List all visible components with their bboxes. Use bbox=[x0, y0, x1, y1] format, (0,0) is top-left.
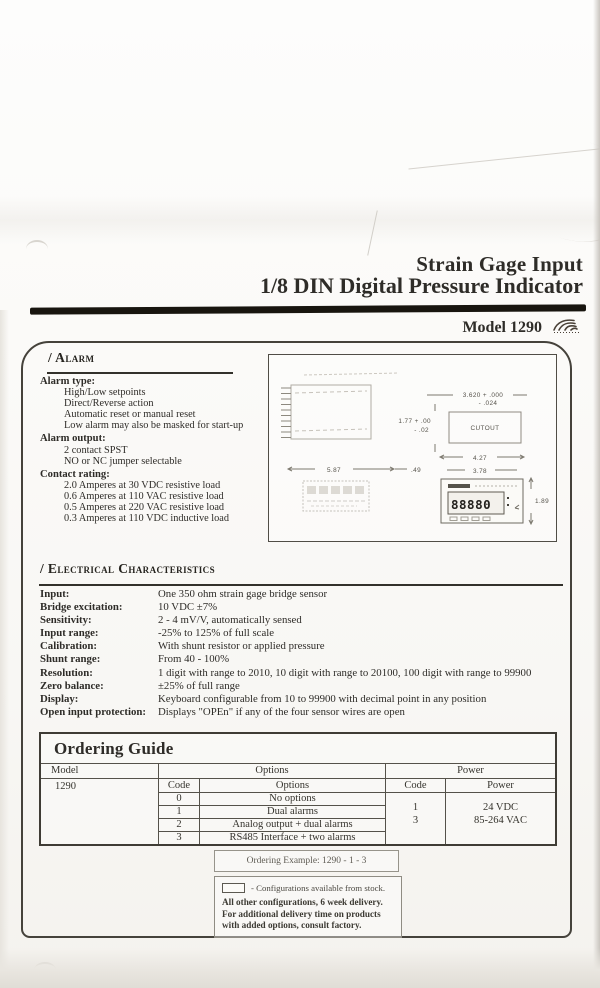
cutout-height-dim-text: 1.77 + .00 bbox=[398, 418, 431, 425]
alarm-section-heading: / Alarm bbox=[48, 350, 95, 365]
spec-label: Input: bbox=[40, 588, 70, 600]
alarm-type-item: Low alarm may also be masked for start-up bbox=[64, 420, 244, 432]
option-code: 1 bbox=[159, 806, 200, 818]
alarm-type-item: High/Low setpoints bbox=[64, 387, 146, 399]
model-column bbox=[41, 764, 158, 844]
option-description: Analog output + dual alarms bbox=[232, 819, 353, 830]
alarm-output-item: 2 contact SPST bbox=[64, 444, 128, 456]
bezel-height-dimension bbox=[529, 478, 533, 524]
power-group-header: Power bbox=[386, 764, 555, 779]
model-value-cell: 1290 bbox=[55, 781, 76, 792]
spec-value: 2 - 4 mV/V, automatically sensed bbox=[158, 614, 302, 627]
option-row bbox=[159, 819, 385, 832]
power-value: 24 VDC bbox=[482, 802, 519, 813]
alarm-type-item: Direct/Reverse action bbox=[64, 398, 154, 410]
power-code: 1 bbox=[412, 802, 419, 813]
scan-edge-right bbox=[593, 0, 600, 988]
contact-rating-label: Contact rating: bbox=[40, 468, 110, 480]
stock-note-line bbox=[222, 883, 395, 893]
spec-label: Calibration: bbox=[40, 640, 97, 653]
ordering-notes-box bbox=[214, 876, 402, 938]
case-depth-dim-text: 5.87 bbox=[326, 467, 342, 474]
side-view bbox=[291, 385, 371, 439]
spec-label: Open input protection: bbox=[40, 705, 146, 718]
options-subheader: Options bbox=[275, 780, 310, 791]
alarm-type-label: Alarm type: bbox=[40, 376, 96, 387]
spec-row bbox=[40, 640, 572, 653]
spec-row bbox=[40, 588, 572, 601]
spec-value: With shunt resistor or applied pressure bbox=[158, 640, 325, 653]
title-line-2: 1/8 DIN Digital Pressure Indicator bbox=[259, 273, 583, 298]
electrical-section-heading: / Electrical Characteristics bbox=[40, 561, 215, 576]
rear-terminal-view bbox=[303, 481, 369, 511]
spec-label: Sensitivity: bbox=[40, 614, 92, 627]
spec-row bbox=[40, 667, 572, 680]
option-row bbox=[159, 806, 385, 819]
leader-line bbox=[304, 373, 399, 375]
spec-value: Keyboard configurable from 10 to 99900 with decimal point in any position bbox=[158, 692, 487, 705]
power-column-group bbox=[385, 764, 555, 844]
alarm-output-item: NO or NC jumper selectable bbox=[64, 455, 182, 467]
option-row bbox=[159, 832, 385, 844]
scan-edge-left bbox=[0, 310, 9, 988]
stock-note-text: - Configurations available from stock. bbox=[251, 883, 386, 893]
title-line-1: Strain Gage Input bbox=[416, 252, 583, 276]
spec-value: 10 VDC ±7% bbox=[158, 601, 218, 614]
spec-label: Display: bbox=[40, 692, 79, 705]
cutout-width-tol-text: - .024 bbox=[478, 400, 498, 407]
option-code: 3 bbox=[159, 832, 200, 844]
stock-box-icon bbox=[222, 883, 245, 893]
contact-rating-item: 0.5 Amperes at 220 VAC resistive load bbox=[64, 502, 225, 514]
spec-row bbox=[40, 614, 572, 627]
case-width-dim-text: 3.78 bbox=[472, 468, 488, 475]
option-description: Dual alarms bbox=[266, 806, 319, 817]
spec-row bbox=[40, 706, 572, 719]
spec-value: -25% to 125% of full scale bbox=[158, 627, 275, 640]
power-codes bbox=[386, 793, 446, 844]
scan-shading-band bbox=[0, 196, 600, 244]
alarm-specs bbox=[40, 374, 268, 524]
spec-row bbox=[40, 653, 572, 666]
option-code: 0 bbox=[159, 793, 200, 805]
seven-segment-display: 88880 bbox=[451, 497, 492, 512]
cutout-label: CUTOUT bbox=[470, 425, 500, 432]
option-row bbox=[159, 793, 385, 806]
model-column-header: Model bbox=[41, 764, 158, 779]
spec-value: 1 digit with range to 2010, 10 digit with range to 20100, 100 digit with range to 99900 bbox=[158, 666, 532, 679]
option-description: No options bbox=[269, 793, 316, 804]
brand-swirl-logo-icon bbox=[551, 317, 585, 339]
alarm-output-label: Alarm output: bbox=[40, 433, 106, 445]
electrical-specs bbox=[40, 588, 572, 719]
contact-rating-item: 2.0 Amperes at 30 VDC resistive load bbox=[64, 479, 221, 491]
power-values bbox=[446, 793, 555, 844]
contact-rating-item: 0.6 Amperes at 110 VAC resistive load bbox=[64, 490, 224, 502]
model-row bbox=[462, 317, 585, 339]
spec-value: Displays "OPEn" if any of the four sensor wires are open bbox=[158, 705, 405, 718]
spec-value: ±25% of full range bbox=[158, 679, 240, 692]
spec-value: From 40 - 100% bbox=[158, 653, 230, 666]
cutout-height-tol-text: - .02 bbox=[414, 427, 429, 434]
options-column-group bbox=[158, 764, 385, 844]
option-code: 2 bbox=[159, 819, 200, 831]
ordering-example-box: Ordering Example: 1290 - 1 - 3 bbox=[214, 850, 399, 872]
spec-label: Bridge excitation: bbox=[40, 601, 123, 614]
cutout-width-dim-text: 3.620 + .000 bbox=[462, 392, 504, 399]
scan-edge-bottom bbox=[0, 948, 600, 988]
spec-label: Input range: bbox=[40, 627, 99, 640]
spec-label: Resolution: bbox=[40, 666, 93, 679]
electrical-heading-underline bbox=[39, 584, 563, 586]
dimensional-drawing bbox=[268, 354, 557, 542]
options-code-header: Code bbox=[159, 779, 200, 792]
spec-row bbox=[40, 680, 572, 693]
power-data bbox=[386, 793, 555, 844]
options-group-header: Options bbox=[159, 764, 385, 779]
spec-row bbox=[40, 601, 572, 614]
delivery-note-text: All other configurations, 6 week delivery. For additional delivery time on products with added options, consult factory. bbox=[222, 897, 383, 931]
alarm-type-item: Automatic reset or manual reset bbox=[64, 409, 196, 421]
ordering-guide bbox=[39, 732, 557, 846]
connector-pins bbox=[281, 388, 291, 438]
power-code-header: Code bbox=[386, 779, 446, 792]
power-value: 85-264 VAC bbox=[474, 815, 527, 826]
content-frame bbox=[21, 341, 572, 938]
power-subheader-row bbox=[386, 779, 555, 793]
spec-value: One 350 ohm strain gage bridge sensor bbox=[158, 588, 328, 600]
option-description: RS485 Interface + two alarms bbox=[229, 832, 356, 843]
spec-row bbox=[40, 693, 572, 706]
header-rule bbox=[30, 304, 586, 314]
power-subheader: Power bbox=[487, 780, 514, 791]
bezel-width-dim-text: 4.27 bbox=[472, 455, 488, 462]
ordering-guide-table bbox=[41, 764, 555, 844]
spec-row bbox=[40, 627, 572, 640]
spec-label: Shunt range: bbox=[40, 653, 101, 666]
contact-rating-item: 0.3 Amperes at 110 VDC inductive load bbox=[64, 513, 230, 525]
bezel-height-dim-text: 1.89 bbox=[535, 498, 550, 505]
document-title bbox=[0, 253, 583, 297]
power-code: 3 bbox=[412, 815, 419, 826]
ordering-guide-title: Ordering Guide bbox=[41, 734, 555, 764]
panel-thickness-dim-text: .49 bbox=[411, 467, 422, 474]
options-subheader-row bbox=[159, 779, 385, 793]
spec-label: Zero balance: bbox=[40, 679, 104, 692]
model-number: Model 1290 bbox=[462, 319, 542, 336]
